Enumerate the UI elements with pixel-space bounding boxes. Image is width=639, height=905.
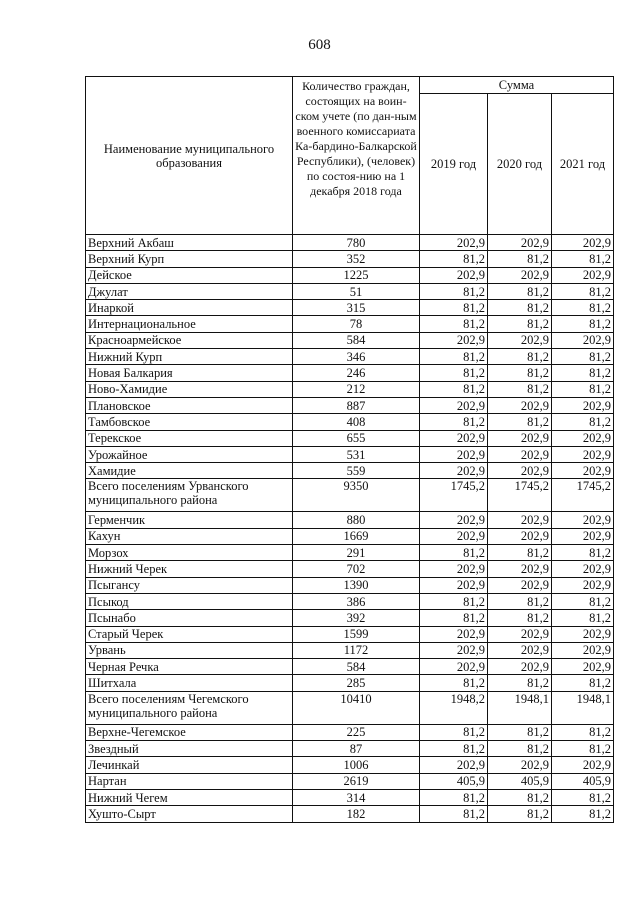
cell-name: Урожайное <box>86 446 293 462</box>
cell-2020: 81,2 <box>488 593 552 609</box>
cell-name: Нижний Курп <box>86 349 293 365</box>
cell-count: 291 <box>293 545 420 561</box>
table-row <box>86 789 614 805</box>
cell-2019: 202,9 <box>420 757 488 773</box>
cell-count: 1225 <box>293 267 420 283</box>
cell-name: Урвань <box>86 642 293 658</box>
cell-2020: 81,2 <box>488 316 552 332</box>
table-row <box>86 675 614 691</box>
cell-2020: 405,9 <box>488 773 552 789</box>
cell-count: 408 <box>293 414 420 430</box>
cell-2021: 81,2 <box>552 741 614 757</box>
cell-2020: 202,9 <box>488 332 552 348</box>
cell-2019: 81,2 <box>420 300 488 316</box>
cell-2020: 81,2 <box>488 381 552 397</box>
cell-2019: 81,2 <box>420 349 488 365</box>
cell-2021: 81,2 <box>552 251 614 267</box>
cell-name: Дейское <box>86 267 293 283</box>
cell-count: 559 <box>293 463 420 479</box>
cell-name: Псыкод <box>86 593 293 609</box>
cell-count: 584 <box>293 332 420 348</box>
cell-name: Терекское <box>86 430 293 446</box>
cell-2021: 202,9 <box>552 235 614 251</box>
budget-table <box>85 76 614 823</box>
table-body <box>86 235 614 823</box>
cell-2021: 81,2 <box>552 610 614 626</box>
cell-2019: 202,9 <box>420 397 488 413</box>
cell-2019: 202,9 <box>420 430 488 446</box>
cell-2020: 202,9 <box>488 757 552 773</box>
cell-count: 880 <box>293 512 420 528</box>
table-row-total <box>86 691 614 724</box>
cell-2021: 81,2 <box>552 381 614 397</box>
cell-count: 182 <box>293 806 420 822</box>
header-year-2021: 2021 год <box>552 94 614 235</box>
cell-2021: 81,2 <box>552 789 614 805</box>
cell-2020: 202,9 <box>488 463 552 479</box>
cell-2019: 202,9 <box>420 512 488 528</box>
cell-2020: 1948,1 <box>488 691 552 724</box>
cell-name: Всего поселениям Чегемского муниципального района <box>86 691 293 724</box>
cell-name: Верхний Акбаш <box>86 235 293 251</box>
cell-2019: 81,2 <box>420 724 488 740</box>
cell-2020: 202,9 <box>488 659 552 675</box>
cell-2019: 81,2 <box>420 365 488 381</box>
cell-name: Джулат <box>86 283 293 299</box>
cell-2021: 202,9 <box>552 267 614 283</box>
cell-name: Псыгансу <box>86 577 293 593</box>
cell-2020: 202,9 <box>488 512 552 528</box>
cell-name: Нартан <box>86 773 293 789</box>
cell-name: Новая Балкария <box>86 365 293 381</box>
cell-2020: 81,2 <box>488 365 552 381</box>
table-row <box>86 251 614 267</box>
table-row <box>86 365 614 381</box>
cell-2021: 202,9 <box>552 397 614 413</box>
cell-count: 584 <box>293 659 420 675</box>
cell-2020: 81,2 <box>488 741 552 757</box>
table-row <box>86 381 614 397</box>
cell-name: Всего поселениям Урванского муниципального района <box>86 479 293 512</box>
table-row <box>86 430 614 446</box>
cell-2021: 202,9 <box>552 332 614 348</box>
cell-count: 346 <box>293 349 420 365</box>
cell-name: Нижний Черек <box>86 561 293 577</box>
cell-name: Кахун <box>86 528 293 544</box>
cell-2021: 1745,2 <box>552 479 614 512</box>
cell-2019: 405,9 <box>420 773 488 789</box>
cell-2019: 81,2 <box>420 806 488 822</box>
cell-2019: 81,2 <box>420 381 488 397</box>
table-row <box>86 757 614 773</box>
cell-count: 1390 <box>293 577 420 593</box>
cell-name: Морзох <box>86 545 293 561</box>
cell-2019: 202,9 <box>420 626 488 642</box>
cell-2019: 81,2 <box>420 593 488 609</box>
cell-count: 78 <box>293 316 420 332</box>
cell-2019: 202,9 <box>420 267 488 283</box>
cell-2019: 202,9 <box>420 659 488 675</box>
cell-count: 10410 <box>293 691 420 724</box>
cell-name: Хамидие <box>86 463 293 479</box>
cell-count: 386 <box>293 593 420 609</box>
cell-2019: 202,9 <box>420 561 488 577</box>
table-row <box>86 283 614 299</box>
cell-2021: 81,2 <box>552 414 614 430</box>
table-row <box>86 659 614 675</box>
cell-2019: 81,2 <box>420 414 488 430</box>
cell-2020: 202,9 <box>488 430 552 446</box>
table-row <box>86 267 614 283</box>
cell-count: 315 <box>293 300 420 316</box>
cell-2020: 202,9 <box>488 561 552 577</box>
cell-name: Герменчик <box>86 512 293 528</box>
cell-count: 780 <box>293 235 420 251</box>
cell-count: 285 <box>293 675 420 691</box>
cell-count: 225 <box>293 724 420 740</box>
cell-2019: 81,2 <box>420 675 488 691</box>
cell-count: 1172 <box>293 642 420 658</box>
table-row <box>86 332 614 348</box>
cell-count: 531 <box>293 446 420 462</box>
cell-2021: 81,2 <box>552 806 614 822</box>
cell-2021: 81,2 <box>552 349 614 365</box>
table-row <box>86 593 614 609</box>
cell-2021: 202,9 <box>552 757 614 773</box>
cell-name: Красноармейское <box>86 332 293 348</box>
cell-2021: 81,2 <box>552 545 614 561</box>
cell-name: Псынабо <box>86 610 293 626</box>
cell-count: 1669 <box>293 528 420 544</box>
table-row <box>86 642 614 658</box>
cell-name: Тамбовское <box>86 414 293 430</box>
cell-2019: 202,9 <box>420 528 488 544</box>
table-row <box>86 724 614 740</box>
cell-2019: 81,2 <box>420 741 488 757</box>
cell-2020: 81,2 <box>488 283 552 299</box>
cell-name: Старый Черек <box>86 626 293 642</box>
table-row <box>86 414 614 430</box>
cell-name: Звездный <box>86 741 293 757</box>
table-row <box>86 773 614 789</box>
table-row <box>86 626 614 642</box>
cell-2020: 81,2 <box>488 789 552 805</box>
cell-2021: 1948,1 <box>552 691 614 724</box>
cell-name: Хушто-Сырт <box>86 806 293 822</box>
cell-2020: 81,2 <box>488 300 552 316</box>
cell-count: 212 <box>293 381 420 397</box>
cell-2021: 202,9 <box>552 626 614 642</box>
table-row <box>86 349 614 365</box>
cell-2021: 81,2 <box>552 283 614 299</box>
cell-2021: 81,2 <box>552 724 614 740</box>
cell-2021: 81,2 <box>552 365 614 381</box>
cell-count: 655 <box>293 430 420 446</box>
cell-2019: 81,2 <box>420 789 488 805</box>
cell-2020: 202,9 <box>488 577 552 593</box>
cell-2021: 202,9 <box>552 659 614 675</box>
cell-count: 702 <box>293 561 420 577</box>
table-row <box>86 806 614 822</box>
page-number: 608 <box>308 37 331 53</box>
cell-count: 314 <box>293 789 420 805</box>
cell-2020: 81,2 <box>488 414 552 430</box>
table-row <box>86 577 614 593</box>
table-row-total <box>86 479 614 512</box>
cell-count: 352 <box>293 251 420 267</box>
cell-name: Черная Речка <box>86 659 293 675</box>
cell-2021: 202,9 <box>552 430 614 446</box>
cell-count: 246 <box>293 365 420 381</box>
cell-name: Плановское <box>86 397 293 413</box>
cell-count: 51 <box>293 283 420 299</box>
table-row <box>86 300 614 316</box>
cell-count: 1599 <box>293 626 420 642</box>
cell-2020: 81,2 <box>488 610 552 626</box>
cell-name: Шитхала <box>86 675 293 691</box>
table-row <box>86 512 614 528</box>
cell-2021: 81,2 <box>552 593 614 609</box>
cell-count: 87 <box>293 741 420 757</box>
cell-2021: 202,9 <box>552 463 614 479</box>
table-row <box>86 446 614 462</box>
cell-count: 2619 <box>293 773 420 789</box>
cell-2021: 202,9 <box>552 528 614 544</box>
cell-2021: 81,2 <box>552 675 614 691</box>
cell-2021: 202,9 <box>552 446 614 462</box>
cell-count: 887 <box>293 397 420 413</box>
cell-count: 9350 <box>293 479 420 512</box>
cell-2021: 202,9 <box>552 577 614 593</box>
cell-2020: 202,9 <box>488 528 552 544</box>
cell-name: Верхне-Чегемское <box>86 724 293 740</box>
table-row <box>86 610 614 626</box>
header-sum: Сумма <box>420 77 614 94</box>
table-row <box>86 528 614 544</box>
cell-2020: 81,2 <box>488 675 552 691</box>
cell-2019: 202,9 <box>420 463 488 479</box>
cell-2020: 81,2 <box>488 251 552 267</box>
table-row <box>86 741 614 757</box>
cell-2021: 202,9 <box>552 512 614 528</box>
table-row <box>86 463 614 479</box>
cell-2020: 202,9 <box>488 626 552 642</box>
header-count: Количество граждан, состоящих на воин-ском учете (по дан-ным военного комиссариата Ка-бардино-Балкарской Республики), (человек) по состоя-нию на 1 декабря 2018 года <box>293 77 420 235</box>
cell-2020: 202,9 <box>488 642 552 658</box>
cell-2019: 202,9 <box>420 642 488 658</box>
cell-2021: 202,9 <box>552 561 614 577</box>
cell-2020: 81,2 <box>488 724 552 740</box>
cell-2020: 81,2 <box>488 806 552 822</box>
cell-name: Инаркой <box>86 300 293 316</box>
cell-name: Лечинкай <box>86 757 293 773</box>
cell-2019: 202,9 <box>420 577 488 593</box>
table-row <box>86 561 614 577</box>
cell-name: Верхний Курп <box>86 251 293 267</box>
cell-2019: 81,2 <box>420 251 488 267</box>
header-year-2019: 2019 год <box>420 94 488 235</box>
cell-2019: 81,2 <box>420 545 488 561</box>
table-row <box>86 545 614 561</box>
cell-name: Ново-Хамидие <box>86 381 293 397</box>
cell-2021: 405,9 <box>552 773 614 789</box>
cell-2020: 202,9 <box>488 397 552 413</box>
cell-2020: 81,2 <box>488 545 552 561</box>
header-name: Наименование муниципального образования <box>86 77 293 235</box>
cell-count: 1006 <box>293 757 420 773</box>
cell-2019: 81,2 <box>420 283 488 299</box>
cell-2019: 81,2 <box>420 316 488 332</box>
cell-name: Нижний Чегем <box>86 789 293 805</box>
cell-2020: 1745,2 <box>488 479 552 512</box>
cell-2019: 202,9 <box>420 332 488 348</box>
cell-2020: 202,9 <box>488 446 552 462</box>
cell-2020: 202,9 <box>488 235 552 251</box>
cell-2019: 202,9 <box>420 446 488 462</box>
header-year-2020: 2020 год <box>488 94 552 235</box>
cell-2019: 202,9 <box>420 235 488 251</box>
cell-2021: 81,2 <box>552 316 614 332</box>
table-row <box>86 397 614 413</box>
cell-2019: 1948,2 <box>420 691 488 724</box>
cell-2021: 202,9 <box>552 642 614 658</box>
cell-count: 392 <box>293 610 420 626</box>
cell-2019: 1745,2 <box>420 479 488 512</box>
cell-2020: 202,9 <box>488 267 552 283</box>
cell-2020: 81,2 <box>488 349 552 365</box>
table-row <box>86 235 614 251</box>
cell-name: Интернациональное <box>86 316 293 332</box>
cell-2019: 81,2 <box>420 610 488 626</box>
table-row <box>86 316 614 332</box>
cell-2021: 81,2 <box>552 300 614 316</box>
